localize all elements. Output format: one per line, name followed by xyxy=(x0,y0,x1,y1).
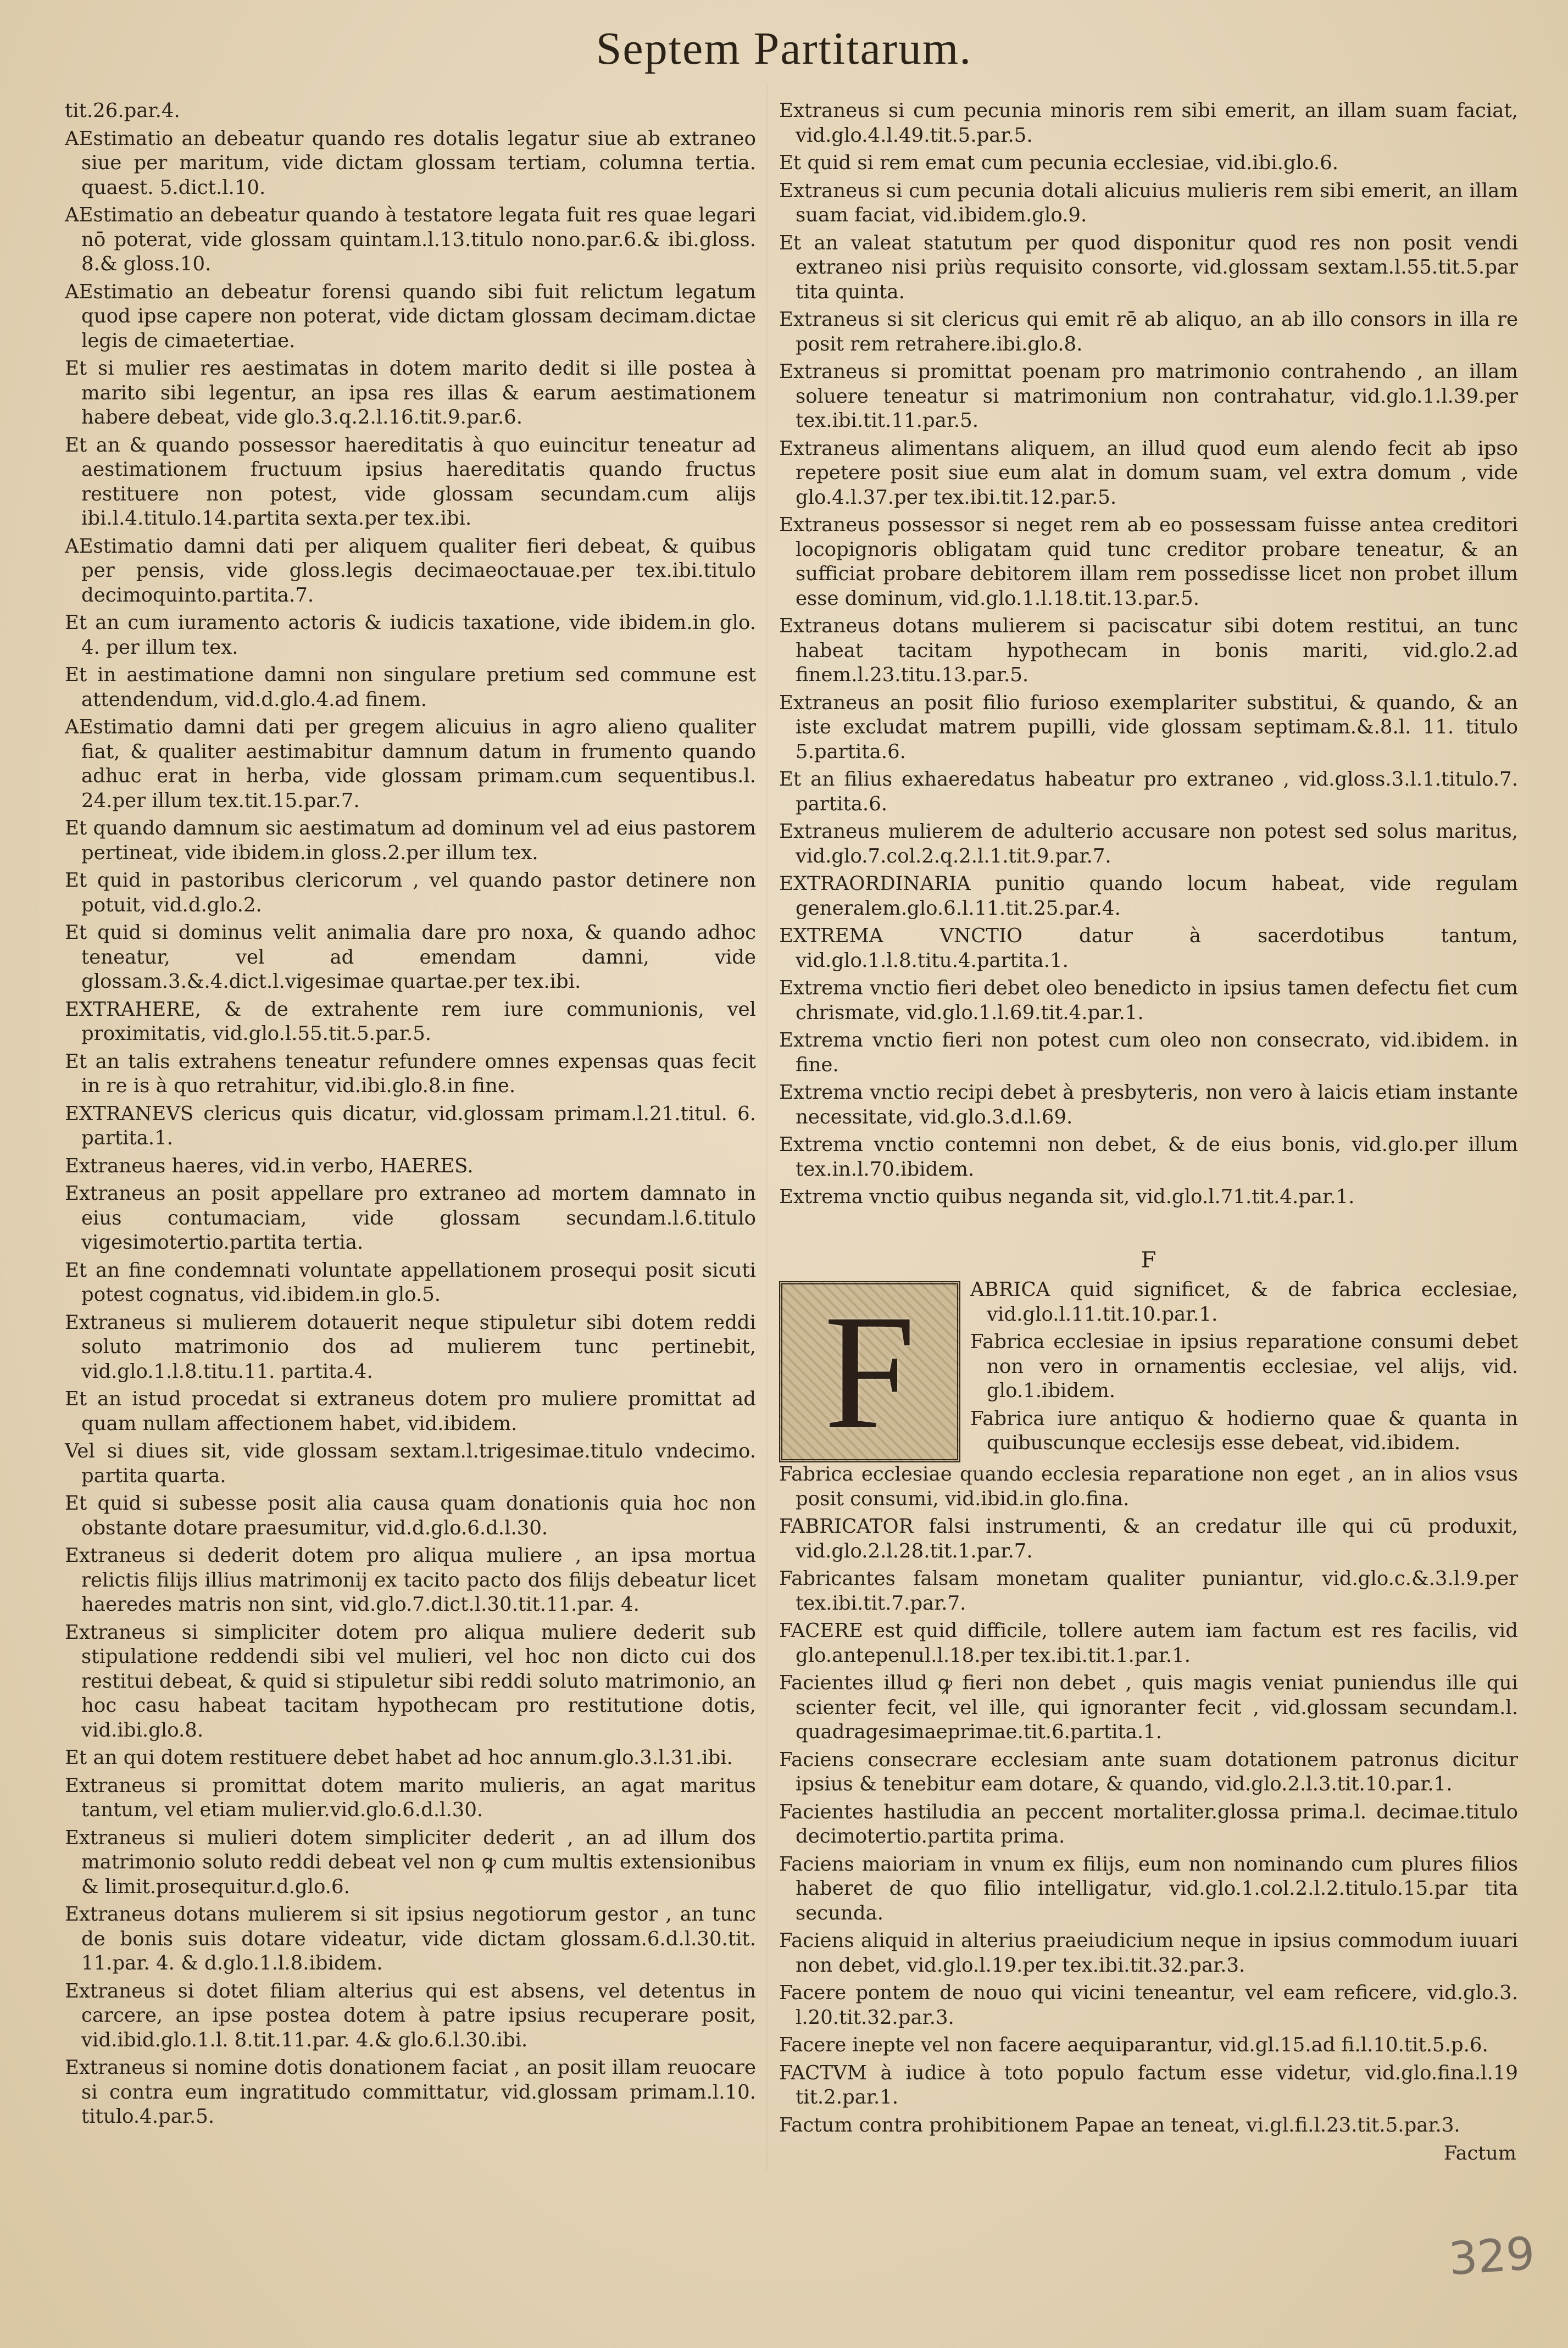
index-entry: EXTRAORDINARIA punitio quando locum habeat, vide regulam generalem.glo.6.l.11.tit.25.par.4. xyxy=(779,872,1518,920)
index-entry: Et an qui dotem restituere debet habet ad hoc annum.glo.3.l.31.ibi. xyxy=(65,1746,733,1769)
index-entry: AEstimatio damni dati per gregem alicuius in agro alieno qualiter fiat, & qualiter aestimabitur damnum datum in frumento quando adhuc erat in herba, vide glossam primam.cum sequentibus.l. 24.per illum tex.tit.15.par.7. xyxy=(65,716,756,812)
index-entry: Vel si diues sit, vide glossam sextam.l.trigesimae.titulo vndecimo. partita quarta. xyxy=(65,1440,756,1487)
right-entry-list xyxy=(779,99,1518,1210)
left-entry-list xyxy=(65,99,756,2129)
page-number: 329 xyxy=(1447,2227,1537,2286)
index-entry: Extraneus dotans mulierem si paciscatur sibi dotem restitui, an tunc habeat tacitam hypothecam in bonis mariti, vid.glo.2.ad finem.l.23.titu.13.par.5. xyxy=(779,615,1518,686)
index-entry: Facientes hastiludia an peccent mortaliter.glossa prima.l. decimae.titulo decimotertio.partita prima. xyxy=(779,1800,1518,1848)
index-entry: Et quid si dominus velit animalia dare pro noxa, & quando adhoc teneatur, vel ad emendam damni, vide glossam.3.&.4.dict.l.vigesimae quartae.per tex.ibi. xyxy=(65,921,756,993)
index-entry: Extraneus si mulieri dotem simpliciter dederit , an ad illum dos matrimonio soluto reddi debeat vel non ꝙ cum multis extensionibus & limit.prosequitur.d.glo.6. xyxy=(65,1826,756,1898)
index-entry: Extraneus possessor si neget rem ab eo possessam fuisse antea creditori locopignoris obligatam quid tunc creditor probare teneatur, & an sufficiat probare debitorem illam rem possedisse licet non probet illum esse dominum, vid.glo.1.l.18.tit.13.par.5. xyxy=(779,514,1518,610)
index-entry: Et an valeat statutum per quod disponitur quod res non posit vendi extraneo nisi priùs requisito consorte, vid.glossam sextam.l.55.tit.5.par tita quinta. xyxy=(779,231,1518,303)
index-entry: Extraneus an posit filio furioso exemplariter substitui, & quando, & an iste excludat matrem pupilli, vide glossam septimam.&.8.l. 11. titulo 5.partita.6. xyxy=(779,691,1518,763)
initial-letter: F xyxy=(824,1281,916,1463)
index-entry: Extraneus si cum pecunia minoris rem sibi emerit, an illam suam faciat, vid.glo.4.l.49.tit.5.par.5. xyxy=(779,99,1518,147)
index-entry: Faciens maioriam in vnum ex filijs, eum non nominando cum plures filios haberet de quo filio intelligatur, vid.glo.1.col.2.l.2.titulo.15.par tita secunda. xyxy=(779,1852,1518,1924)
index-entry: Extraneus si promittat dotem marito mulieris, an agat maritus tantum, vel etiam mulier.vid.glo.6.d.l.30. xyxy=(65,1774,756,1821)
index-entry: tit.26.par.4. xyxy=(65,99,180,122)
index-entry: Extraneus haeres, vid.in verbo, HAERES. xyxy=(65,1154,474,1177)
index-entry: Extraneus alimentans aliquem, an illud quod eum alendo fecit ab ipso repetere posit siue eum alat in domum suam, vel extra domum , vide glo.4.l.37.per tex.ibi.tit.12.par.5. xyxy=(779,437,1518,509)
index-entry: AEstimatio damni dati per aliquem qualiter fieri debeat, & quibus per pensis, vide gloss.legis decimaeoctauae.per tex.ibi.titulo decimoquinto.partita.7. xyxy=(65,535,756,607)
index-entry: AEstimatio an debeatur forensi quando sibi fuit relictum legatum quod ipse capere non poterat, vide dictam glossam decimam.dictae legis de cimaetertiae. xyxy=(65,280,756,352)
decorated-initial-icon xyxy=(779,1281,960,1462)
index-entry: Fabrica iure antiquo & hodierno quae & quanta in quibuscunque ecclesijs esse debeat, vid.ibidem. xyxy=(970,1407,1518,1454)
index-entry: EXTRAHERE, & de extrahente rem iure communionis, vel proximitatis, vid.glo.l.55.tit.5.par.5. xyxy=(65,998,756,1045)
index-entry: Et quid si rem emat cum pecunia ecclesiae, vid.ibi.glo.6. xyxy=(779,152,1338,174)
index-entry: FACTVM à iudice à toto populo factum esse videtur, vid.glo.fina.l.19 tit.2.par.1. xyxy=(779,2061,1518,2108)
index-entry: Extrema vnctio fieri non potest cum oleo non consecrato, vid.ibidem. in fine. xyxy=(779,1029,1518,1076)
catchword: Factum xyxy=(1443,2143,1516,2165)
index-entry: Facere pontem de nouo qui vicini teneantur, vel eam reficere, vid.glo.3. l.20.tit.32.par.3. xyxy=(779,1982,1518,2029)
index-entry: Extrema vnctio contemni non debet, & de eius bonis, vid.glo.per illum tex.in.l.70.ibidem. xyxy=(779,1133,1518,1181)
index-entry: Extraneus si dederit dotem pro aliqua muliere , an ipsa mortua relictis filijs illius matrimonij ex tacito pacto dos filijs debeatur licet haeredes matris non sint, vid.glo.7.dict.l.30.tit.11.par. 4. xyxy=(65,1544,756,1616)
index-entry: Fabrica ecclesiae in ipsius reparatione consumi debet non vero in ornamentis ecclesiae, vel alijs, vid. glo.1.ibidem. xyxy=(970,1331,1518,1402)
f-entry-list xyxy=(779,1462,1518,2138)
index-entry: AEstimatio an debeatur quando à testatore legata fuit res quae legari nō poterat, vide glossam quintam.l.13.titulo nono.par.6.& ibi.gloss. 8.& gloss.10. xyxy=(65,204,756,275)
left-column xyxy=(65,99,756,2133)
index-entry: Fabricantes falsam monetam qualiter puniantur, vid.glo.c.&.3.l.9.per tex.ibi.tit.7.par.7. xyxy=(779,1567,1518,1615)
index-entry: Et quid in pastoribus clericorum , vel quando pastor detinere non potuit, vid.d.glo.2. xyxy=(65,869,756,916)
index-entry: Facere inepte vel non facere aequiparantur, vid.gl.15.ad fi.l.10.tit.5.p.6. xyxy=(779,2034,1488,2056)
index-entry: ABRICA quid significet, & de fabrica ecclesiae, vid.glo.l.11.tit.10.par.1. xyxy=(970,1278,1518,1326)
index-entry: Et quid si subesse posit alia causa quam donationis quia hoc non obstante dotare praesumitur, vid.d.glo.6.d.l.30. xyxy=(65,1492,756,1539)
running-header: Septem Partitarum. xyxy=(596,23,972,74)
index-entry: EXTREMA VNCTIO datur à sacerdotibus tantum, vid.glo.1.l.8.titu.4.partita.1. xyxy=(779,925,1518,972)
index-entry: Et an filius exhaeredatus habeatur pro extraneo , vid.gloss.3.l.1.titulo.7. partita.6. xyxy=(779,768,1518,815)
index-entry: Extraneus si nomine dotis donationem faciat , an posit illam reuocare si contra eum ingratitudo committatur, vid.glossam primam.l.10. titulo.4.par.5. xyxy=(65,2056,756,2128)
section-letter: F xyxy=(1141,1247,1156,1273)
index-entry: Fabrica ecclesiae quando ecclesia reparatione non eget , an in alios vsus posit consumi, vid.ibid.in glo.fina. xyxy=(779,1463,1518,1510)
index-entry: Extraneus an posit appellare pro extraneo ad mortem damnato in eius contumaciam, vide glossam secundam.l.6.titulo vigesimotertio.partita tertia. xyxy=(65,1182,756,1254)
index-entry: Et an fine condemnati voluntate appellationem prosequi posit sicuti potest cognatus, vid.ibidem.in glo.5. xyxy=(65,1259,756,1306)
index-entry: Faciens aliquid in alterius praeiudicium neque in ipsius commodum iuuari non debet, vid.glo.l.19.per tex.ibi.tit.32.par.3. xyxy=(779,1929,1518,1977)
index-entry: Et an & quando possessor haereditatis à quo euincitur teneatur ad aestimationem fructuum ipsius haereditatis quando fructus restituere non potest, vide glossam secundam.cum alijs ibi.l.4.titulo.14.partita sexta.per tex.ibi. xyxy=(65,433,756,530)
initial-entry-list xyxy=(970,1278,1518,1459)
index-entry: Extraneus dotans mulierem si sit ipsius negotiorum gestor , an tunc de bonis suis dotare videatur, vide dictam glossam.6.d.l.30.tit. 11.par. 4. & d.glo.1.l.8.ibidem. xyxy=(65,1903,756,1974)
index-entry: Et quando damnum sic aestimatum ad dominum vel ad eius pastorem pertineat, vide ibidem.in gloss.2.per illum tex. xyxy=(65,817,756,864)
index-entry: Factum contra prohibitionem Papae an teneat, vi.gl.fi.l.23.tit.5.par.3. xyxy=(779,2113,1460,2136)
index-entry: Extraneus si cum pecunia dotali alicuius mulieris rem sibi emerit, an illam suam faciat, vid.ibidem.glo.9. xyxy=(779,179,1518,226)
index-entry: Extraneus si mulierem dotauerit neque stipuletur sibi dotem reddi soluto matrimonio dos ad mulierem tunc pertinebit, vid.glo.1.l.8.titu.11. partita.4. xyxy=(65,1311,756,1383)
section-f-opening xyxy=(779,1278,1518,1462)
index-entry: Extraneus si dotet filiam alterius qui est absens, vel detentus in carcere, an ipse postea dotem à patre ipsius recuperare posit, vid.ibid.glo.1.l. 8.tit.11.par. 4.& glo.6.l.30.ibi. xyxy=(65,1979,756,2051)
index-entry: Et an talis extrahens teneatur refundere omnes expensas quas fecit in re is à quo retrahitur, vid.ibi.glo.8.in fine. xyxy=(65,1050,756,1097)
index-entry: FACERE est quid difficile, tollere autem iam factum est res facilis, vid glo.antepenul.l.18.per tex.ibi.tit.1.par.1. xyxy=(779,1620,1518,1667)
index-entry: Extraneus si simpliciter dotem pro aliqua muliere dederit sub stipulatione reddendi sibi vel mulieri, vel hoc non dicto cui dos restitui debeat, & quid si stipuletur sibi reddi soluto matrimonio, an hoc casu habeat tacitam hypothecam pro restitutione dotis, vid.ibi.glo.8. xyxy=(65,1621,756,1741)
index-entry: AEstimatio an debeatur quando res dotalis legatur siue ab extraneo siue per maritum, vide dictam glossam tertiam, columna tertia. quaest. 5.dict.l.10. xyxy=(65,127,756,199)
index-entry: Faciens consecrare ecclesiam ante suam dotationem patronus dicitur ipsius & tenebitur eam dotare, & quando, vid.glo.2.l.3.tit.10.par.1. xyxy=(779,1748,1518,1795)
index-entry: Et in aestimatione damni non singulare pretium sed commune est attendendum, vid.d.glo.4.ad finem. xyxy=(65,664,756,711)
index-entry: Et an cum iuramento actoris & iudicis taxatione, vide ibidem.in glo. 4. per illum tex. xyxy=(65,611,756,659)
index-entry: Extraneus si sit clericus qui emit rē ab aliquo, an ab illo consors in illa re posit rem retrahere.ibi.glo.8. xyxy=(779,308,1518,355)
index-entry: Et an istud procedat si extraneus dotem pro muliere promittat ad quam nullam affectionem habet, vid.ibidem. xyxy=(65,1388,756,1435)
right-column xyxy=(779,99,1518,2141)
index-entry: Facientes illud ꝙ fieri non debet , quis magis veniat puniendus ille qui scienter fecit, vel ille, qui ignoranter fecit , vid.glossam secundam.l. quadragesimaeprimae.tit.6.partita.1. xyxy=(779,1672,1518,1743)
index-entry: Extrema vnctio quibus neganda sit, vid.glo.l.71.tit.4.par.1. xyxy=(779,1186,1355,1208)
index-entry: Et si mulier res aestimatas in dotem marito dedit si ille postea à marito sibi legentur, an ipsa res illas & earum aestimationem habere debeat, vide glo.3.q.2.l.16.tit.9.par.6. xyxy=(65,357,756,429)
index-entry: Extrema vnctio fieri debet oleo benedicto in ipsius tamen defectu fiet cum chrismate, vid.glo.1.l.69.tit.4.par.1. xyxy=(779,977,1518,1024)
index-entry: Extrema vnctio recipi debet à presbyteris, non vero à laicis etiam instante necessitate, vid.glo.3.d.l.69. xyxy=(779,1081,1518,1128)
column-gutter xyxy=(766,82,768,2170)
index-entry: FABRICATOR falsi instrumenti, & an credatur ille qui cū produxit, vid.glo.2.l.28.tit.1.par.7. xyxy=(779,1515,1518,1562)
index-entry: EXTRANEVS clericus quis dicatur, vid.glossam primam.l.21.titul. 6. partita.1. xyxy=(65,1102,756,1149)
index-entry: Extraneus mulierem de adulterio accusare non potest sed solus maritus, vid.glo.7.col.2.q.2.l.1.tit.9.par.7. xyxy=(779,820,1518,867)
index-entry: Extraneus si promittat poenam pro matrimonio contrahendo , an illam soluere teneatur si matrimonium non contrahatur, vid.glo.1.l.39.per tex.ibi.tit.11.par.5. xyxy=(779,360,1518,432)
